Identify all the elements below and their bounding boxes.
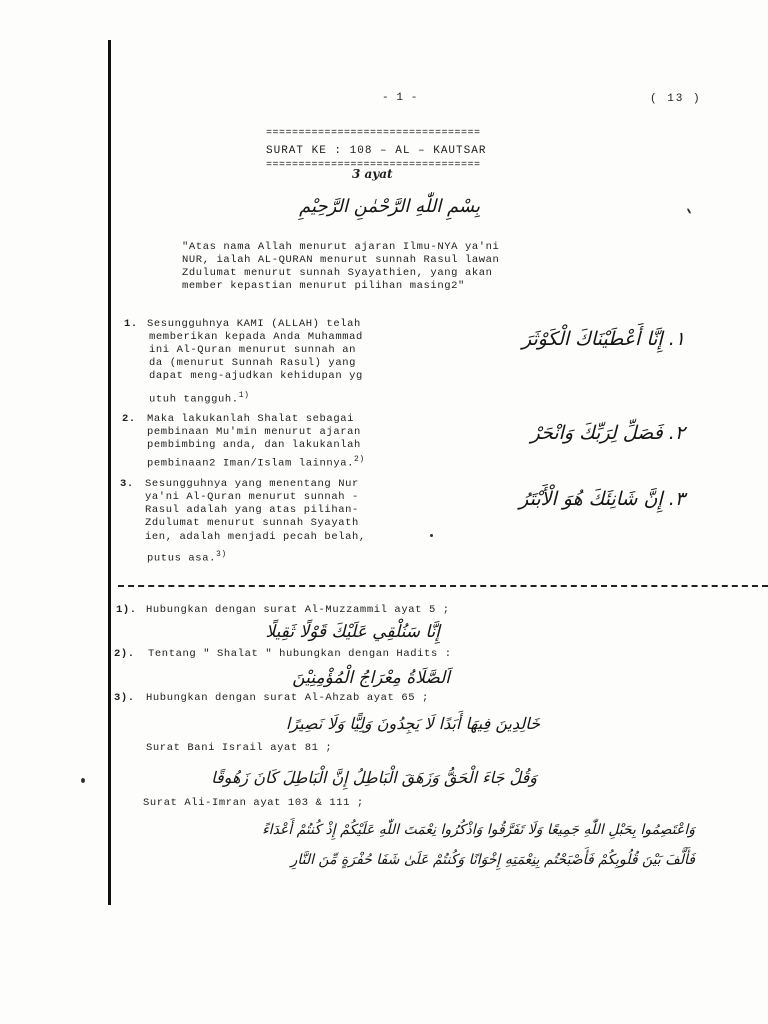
intro-line-1: "Atas nama Allah menurut ajaran Ilmu-NYA ya'ni [182,241,500,253]
verse-1-line-1: Sesungguhnya KAMI (ALLAH) telah [147,318,361,330]
verse-1-line-2: memberikan kepada Anda Muhammad [149,331,363,343]
intro-line-2: NUR, ialah AL-QURAN menurut sunnah Rasul lawan [182,254,500,266]
footnote-2-text: Tentang " Shalat " hubungkan dengan Hadits : [148,648,452,660]
intro-line-3: Zdulumat menurut sunnah Syayathien, yang akan [182,267,493,279]
ali-imran-arabic-line-2: فَأَلَّفَ بَيْنَ قُلُوبِكُمْ فَأَصْبَحْتُم بِنِعْمَتِهِ إِخْوَانًا وَكُنتُمْ عَلَىٰ شَفَا حُفْرَةٍ مِّنَ النَّارِ [290,852,695,868]
verse-2-footnote-ref: 2) [354,455,365,464]
verse-1-number: 1. [124,318,138,330]
bani-israil-arabic: وَقُلْ جَاءَ الْحَقُّ وَزَهَقَ الْبَاطِلُ إِنَّ الْبَاطِلَ كَانَ زَهُوقًا [211,768,537,787]
title-rule-top: ================================= [266,128,481,139]
footnote-2-arabic: اَلصَّلَاةُ مِعْرَاجُ الْمُؤْمِنِيْنَ [292,668,450,688]
scan-speck [430,534,433,537]
ali-imran-ref: Surat Ali-Imran ayat 103 & 111 ; [143,797,364,809]
verse-1-line-6 [149,389,250,407]
verse-2-number: 2. [122,413,136,425]
verse-3-line-4: Zdulumat menurut sunnah Syayath [145,517,359,529]
surah-title: SURAT KE : 108 – AL – KAUTSAR [266,145,487,157]
basmalah: بِسْمِ اللّٰهِ الرَّحْمٰنِ الرَّحِيْمِ [299,196,480,217]
verse-1-footnote-ref: 1) [238,391,250,400]
document-number: ( 13 ) [650,93,702,105]
verse-2-line-4 [147,453,365,471]
footnote-3-arabic: خَالِدِينَ فِيهَا أَبَدًا لَا يَجِدُونَ وَلِيًّا وَلَا نَصِيرًا [285,714,540,733]
verse-3-line-5: ien, adalah menjadi pecah belah, [145,531,366,543]
scan-speck [687,208,692,214]
title-rule-bottom: ================================= [266,160,481,171]
margin-rule [108,40,111,905]
verse-3-arabic: ٣. إِنَّ شَانِئَكَ هُوَ الْأَبْتَرُ [519,488,685,510]
footnote-separator [118,585,768,587]
verse-3-line-3: Rasul adalah yang atas pilihan- [145,504,359,516]
scan-speck [81,778,85,783]
verse-1-line-3: ini Al-Quran menurut sunnah an [149,344,357,356]
footnote-3-text: Hubungkan dengan surat Al-Ahzab ayat 65 ; [146,692,429,704]
verse-3-line-6 [147,548,227,566]
verse-1-line-5: dapat meng-ajudkan kehidupan yg [149,370,363,382]
intro-line-4: member kepastian menurut pilihan masing2" [182,280,465,292]
verse-1-text-end: utuh tangguh. [149,393,239,406]
footnote-2-label: 2). [114,648,135,660]
verse-3-footnote-ref: 3) [216,550,227,559]
verse-3-number: 3. [120,478,134,490]
verse-1-line-4: da (menurut Sunnah Rasul) yang [149,357,357,369]
footnote-1-arabic: إِنَّا سَنُلْقِي عَلَيْكَ قَوْلًا ثَقِيلًا [265,622,440,642]
verse-2-text-end: pembinaan2 Iman/Islam lainnya. [147,457,355,470]
ali-imran-arabic-line-1: وَاعْتَصِمُوا بِحَبْلِ اللّٰهِ جَمِيعًا وَلَا تَفَرَّقُوا وَاذْكُرُوا نِعْمَتَ اللّٰهِ عَلَيْكُمْ إِذْ كُنتُمْ أَعْدَاءً [262,822,695,838]
page-number: - 1 - [382,92,419,104]
verse-2-line-3: pembimbing anda, dan lakukanlah [147,439,361,451]
verse-3-text-end: putus asa. [147,552,217,565]
footnote-1-label: 1). [116,604,137,616]
verse-3-line-1: Sesungguhnya yang menentang Nur [145,478,359,490]
bani-israil-ref: Surat Bani Israil ayat 81 ; [146,742,333,754]
verse-2-line-2: pembinaan Mu'min menurut ajaran [147,426,361,438]
verse-1-arabic: ١. إِنَّا أَعْطَيْنَاكَ الْكَوْثَرَ [522,328,685,350]
verse-2-arabic: ٢. فَصَلِّ لِرَبِّكَ وَانْحَرْ [530,422,685,444]
verse-3-line-2: ya'ni Al-Quran menurut sunnah - [145,491,359,503]
verse-2-line-1: Maka lakukanlah Shalat sebagai [147,413,355,425]
ayat-count: 3 ayat [352,167,393,181]
footnote-3-label: 3). [114,692,135,704]
footnote-1-text: Hubungkan dengan surat Al-Muzzammil ayat 5 ; [146,604,450,616]
